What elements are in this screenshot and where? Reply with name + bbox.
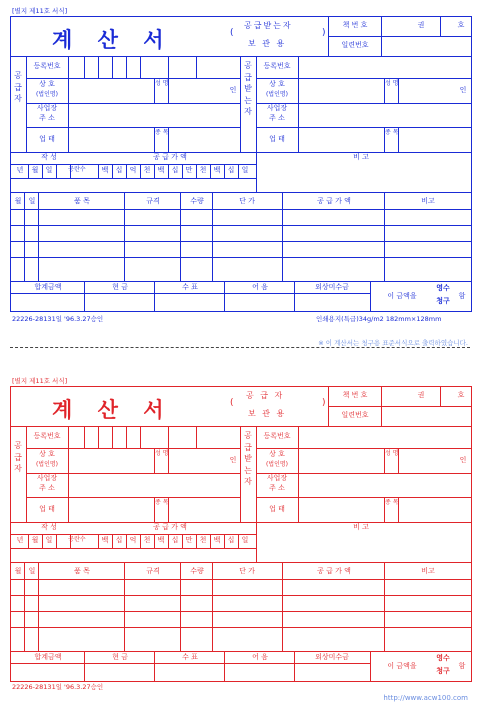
form-code: [별지 제11호 서식] <box>12 377 68 385</box>
approval-note: 22226-28131일 '96.3.27승인 <box>12 315 104 323</box>
recipient-top: 공 급 자 <box>246 391 285 400</box>
supplier-side-label: 공급자 <box>14 441 22 474</box>
kwon-label: 권 <box>417 21 425 29</box>
buyer-side-label: 공급받는자 <box>244 61 252 117</box>
supplier-side-label: 공급자 <box>14 71 22 104</box>
cut-line <box>10 347 470 348</box>
book-no-label: 책 번 호 <box>342 21 368 29</box>
form-code: [별지 제11호 서식] <box>12 7 68 15</box>
site-url-link[interactable]: http://www.acw100.com <box>383 694 468 702</box>
recipient-bottom: 보 관 용 <box>248 409 287 418</box>
cut-note: ※ 이 계산서는 청구용 표준서식으로 출력하였습니다. <box>318 339 468 347</box>
form-title: 계 산 서 <box>52 28 173 52</box>
form-title: 계 산 서 <box>52 398 173 422</box>
paper-spec-note: 인쇄용지(특급)34g/m2 182mm×128mm <box>316 315 442 323</box>
ho-label: 호 <box>457 21 465 29</box>
serial-no-label: 일련번호 <box>341 41 369 49</box>
recipient-bottom: 보 관 용 <box>248 39 287 48</box>
approval-note: 22226-28131일 '96.3.27승인 <box>12 683 104 691</box>
recipient-top: 공급받는자 <box>244 21 293 30</box>
buyer-side-label: 공급받는자 <box>244 431 252 487</box>
